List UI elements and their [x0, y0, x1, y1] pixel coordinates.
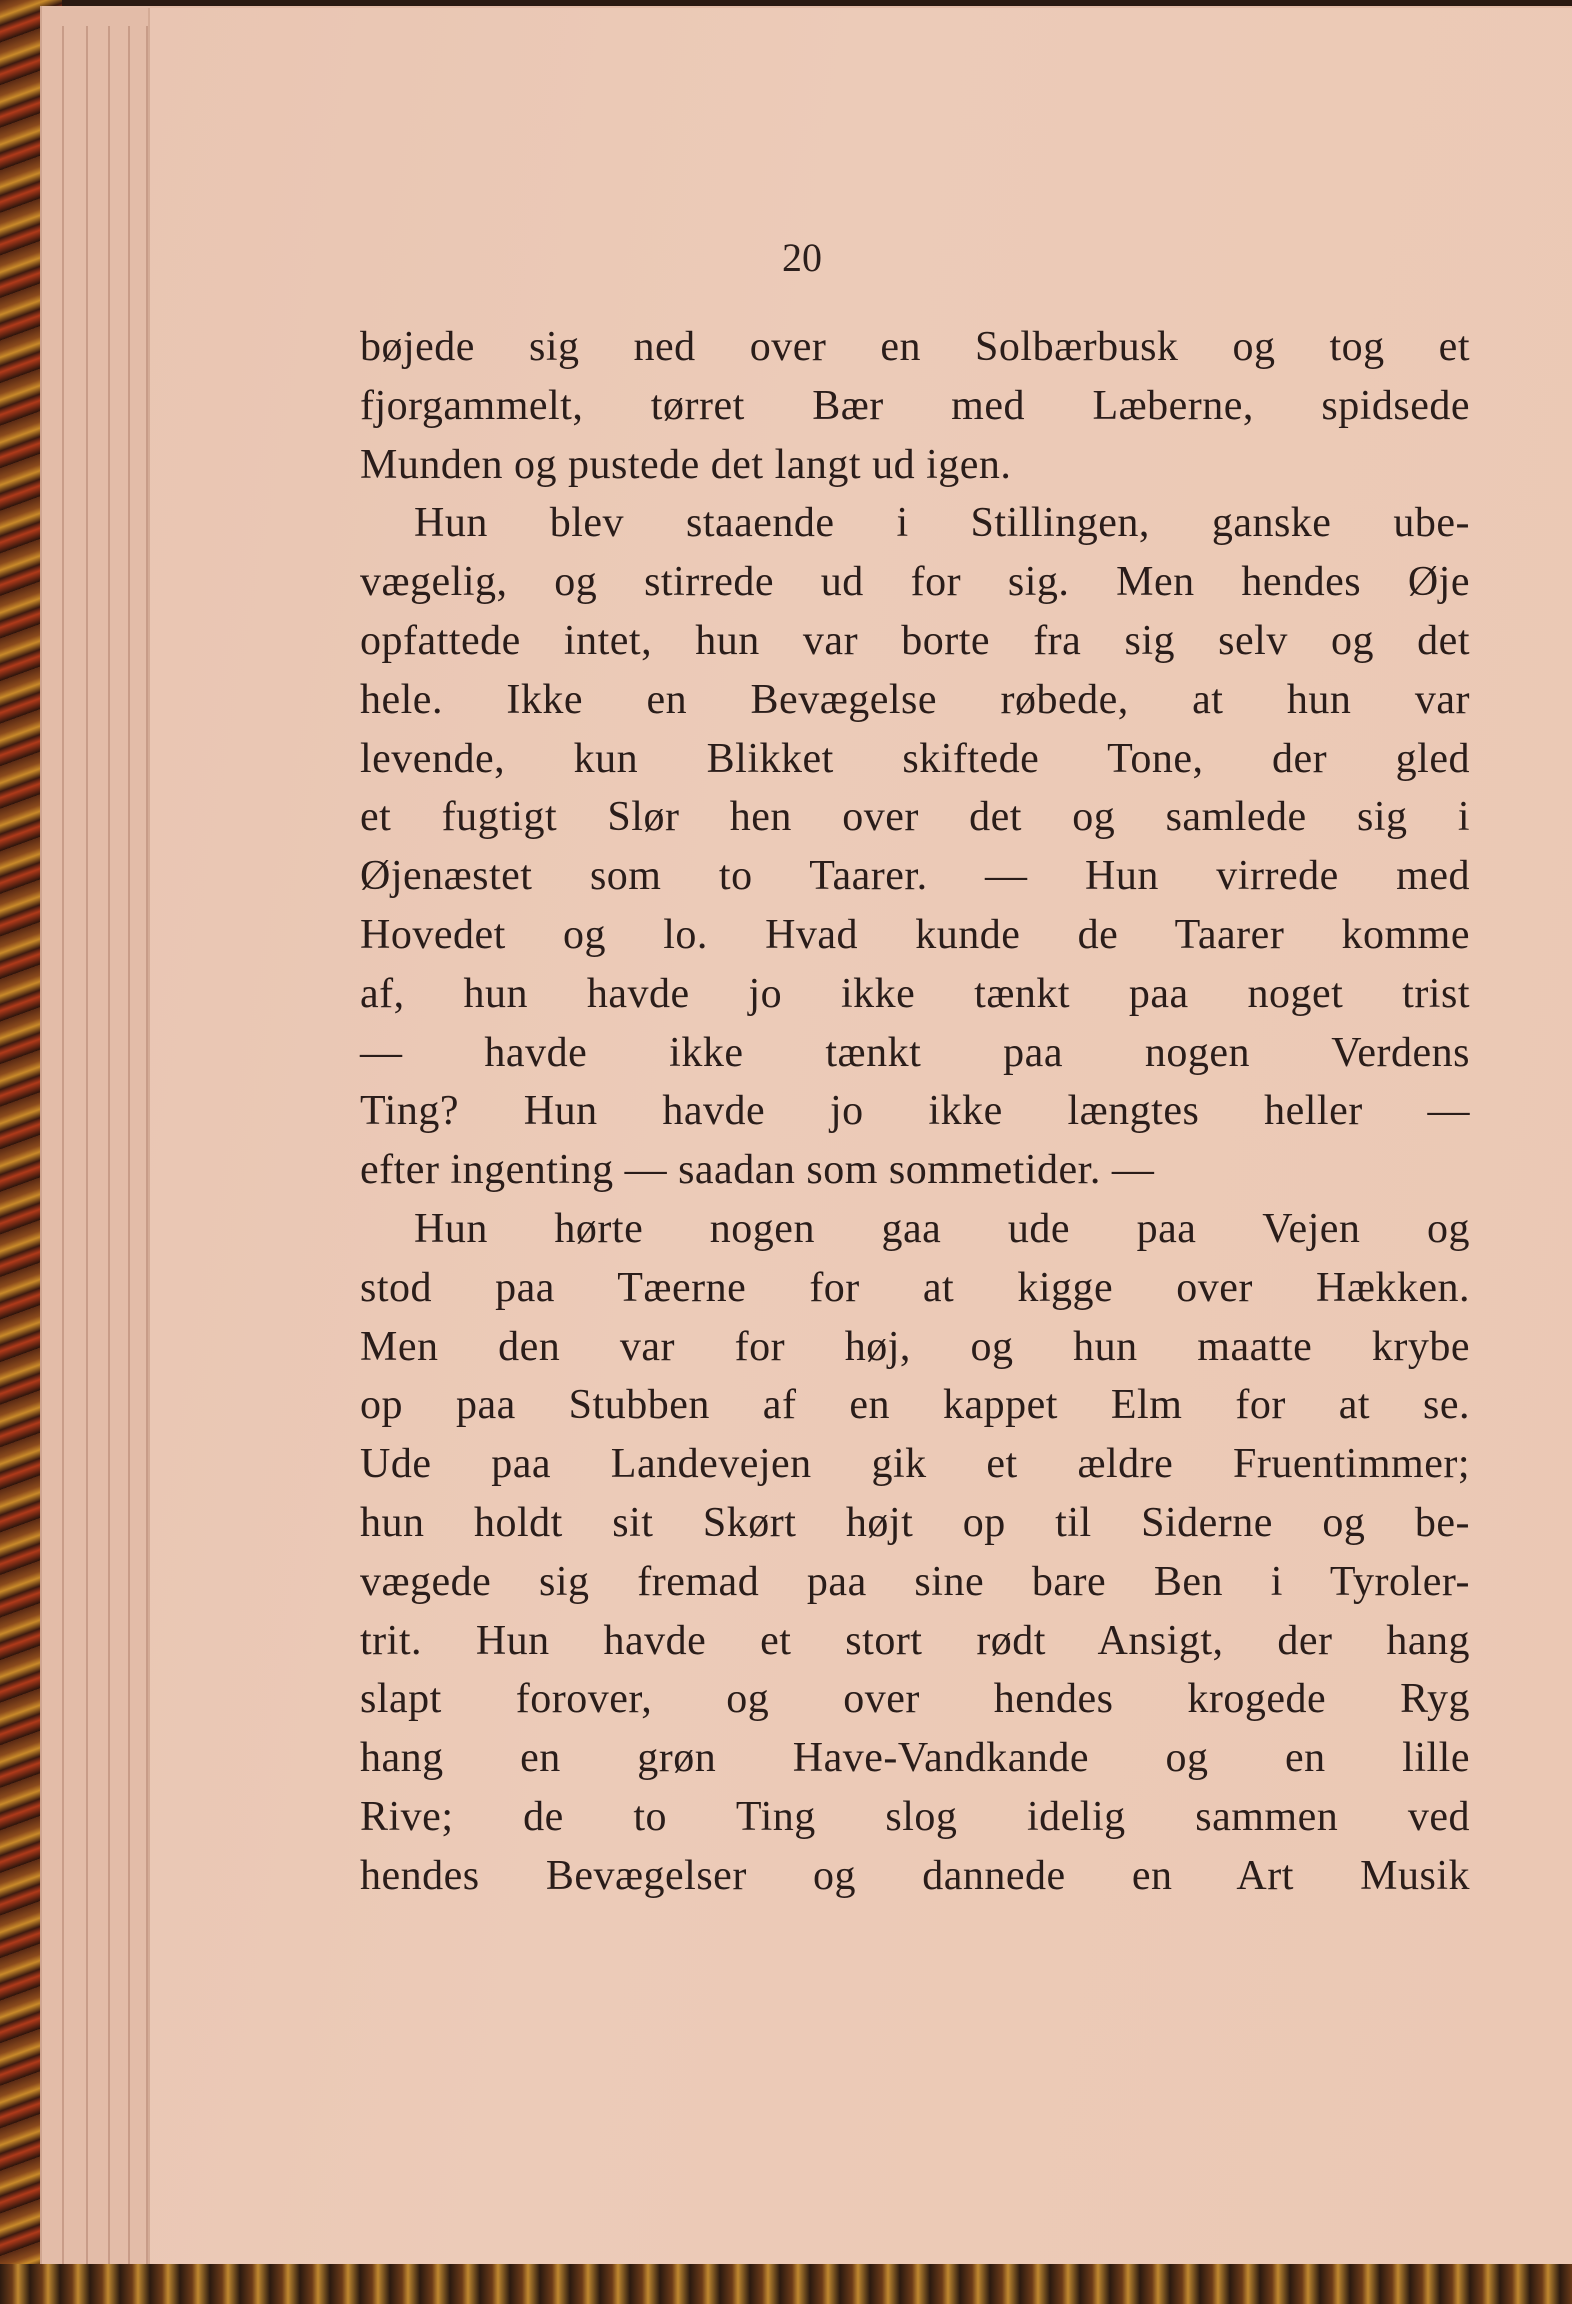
text-line: Hun blev staaende i Stillingen, ganske ube-	[414, 500, 1470, 547]
text-line: Men den var for høj, og hun maatte krybe	[360, 1323, 1470, 1370]
page-edge-line	[86, 26, 88, 2268]
text-line: hele. Ikke en Bevægelse røbede, at hun var	[360, 676, 1470, 723]
text-line: hun holdt sit Skørt højt op til Siderne og be-	[360, 1499, 1470, 1546]
text-line: Hun hørte nogen gaa ude paa Vejen og	[414, 1205, 1470, 1252]
page-edge-line	[128, 26, 130, 2268]
text-line: trit. Hun havde et stort rødt Ansigt, der hang	[360, 1617, 1470, 1664]
text-line: bøjede sig ned over en Solbærbusk og tog et	[360, 324, 1470, 370]
text-line: fjorgammelt, tørret Bær med Læberne, spidsede	[360, 382, 1470, 429]
text-line: vægelig, og stirrede ud for sig. Men hendes Øje	[360, 559, 1470, 606]
text-line: Hovedet og lo. Hvad kunde de Taarer komme	[360, 911, 1470, 958]
text-line: opfattede intet, hun var borte fra sig selv og det	[360, 617, 1470, 664]
text-line: slapt forover, og over hendes krogede Ryg	[360, 1676, 1470, 1723]
text-line: Rive; de to Ting slog idelig sammen ved	[360, 1793, 1470, 1840]
text-line: hendes Bevægelser og dannede en Art Musik	[360, 1852, 1470, 1899]
text-line: Øjenæstet som to Taarer. — Hun virrede med	[360, 853, 1470, 900]
page-edge-line	[62, 26, 64, 2268]
text-line: levende, kun Blikket skiftede Tone, der gled	[360, 735, 1470, 782]
text-line: Ude paa Landevejen gik et ældre Fruentimmer;	[360, 1441, 1470, 1488]
text-line: Ting? Hun havde jo ikke længtes heller —	[360, 1088, 1470, 1135]
text-line: et fugtigt Slør hen over det og samlede sig i	[360, 794, 1470, 841]
text-line: Munden og pustede det langt ud igen.	[360, 441, 1012, 488]
text-line: af, hun havde jo ikke tænkt paa noget trist	[360, 970, 1470, 1017]
text-line: vægede sig fremad paa sine bare Ben i Tyroler-	[360, 1558, 1470, 1605]
page-edge-line	[108, 26, 110, 2268]
body-text	[360, 318, 1470, 1906]
text-line: stod paa Tæerne for at kigge over Hækken.	[360, 1264, 1470, 1311]
text-line: — havde ikke tænkt paa nogen Verdens	[360, 1029, 1470, 1076]
book-bottom-edge	[0, 2264, 1572, 2304]
text-line: op paa Stubben af en kappet Elm for at se.	[360, 1382, 1470, 1429]
text-line: hang en grøn Have-Vandkande og en lille	[360, 1735, 1470, 1782]
page-number: 20	[782, 235, 822, 280]
text-line: efter ingenting — saadan som sommetider. —	[360, 1147, 1155, 1194]
